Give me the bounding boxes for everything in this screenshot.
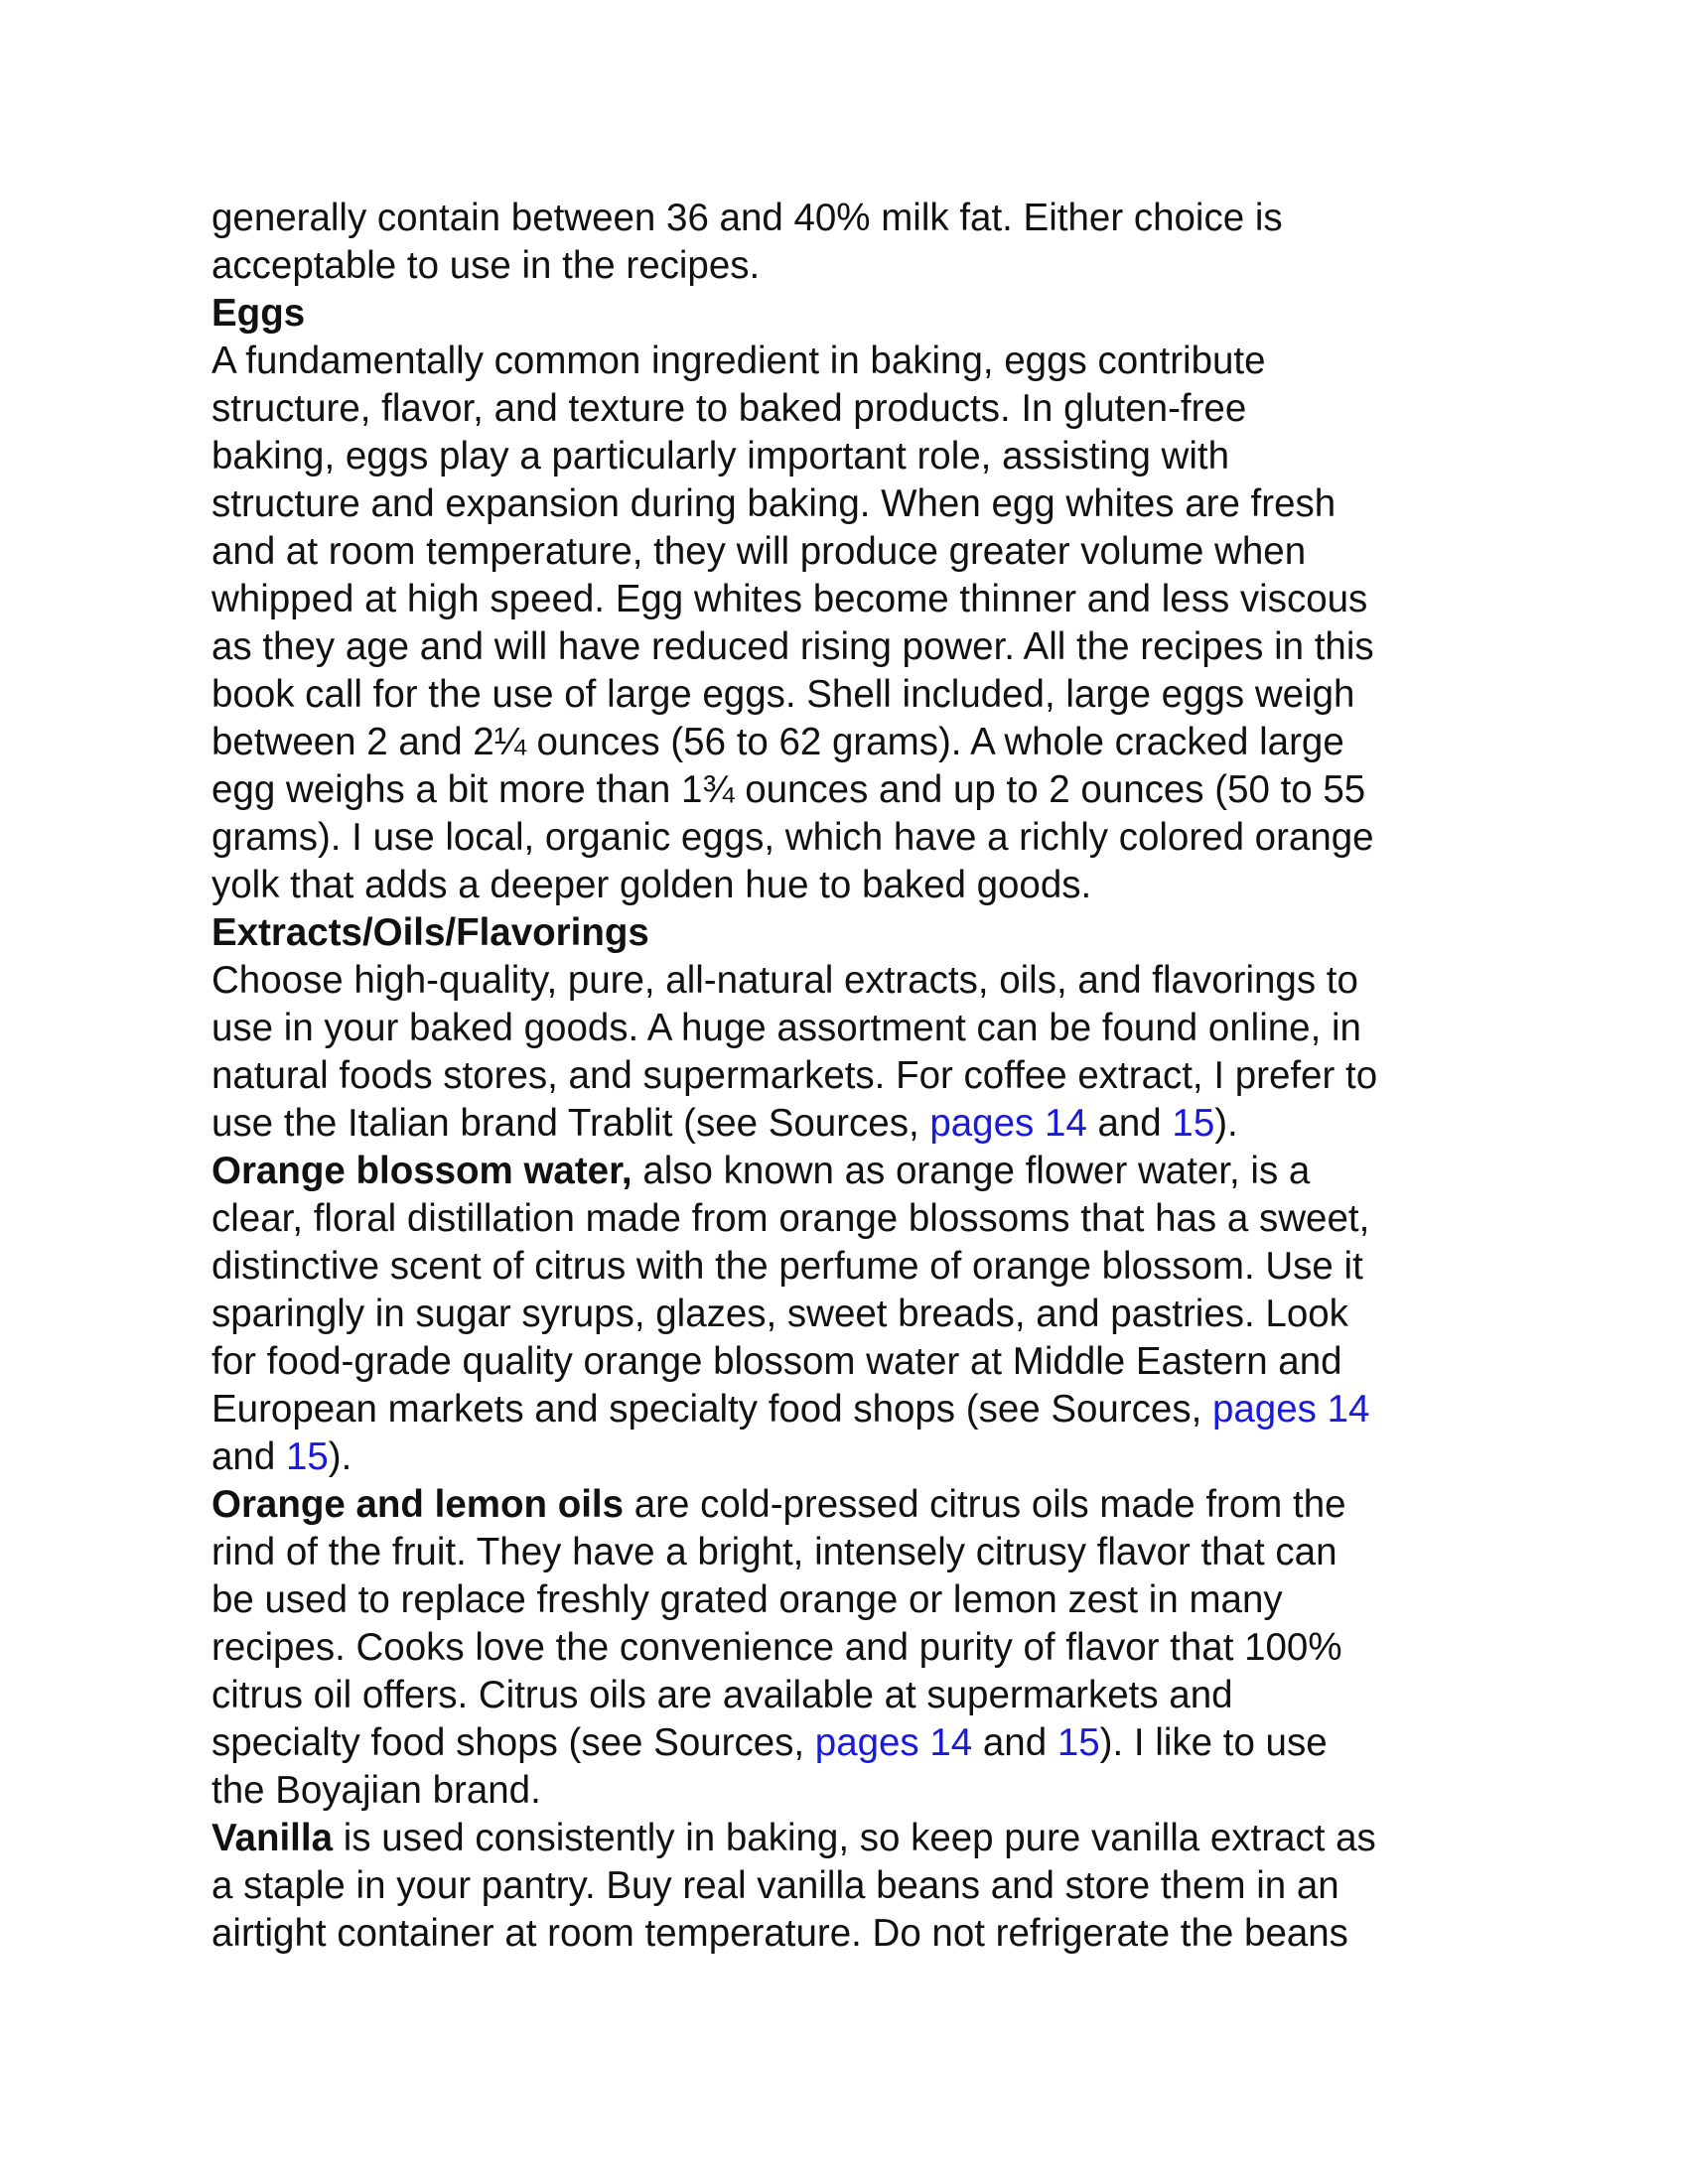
- paragraph-line: A fundamentally common ingredient in baking, eggs contribute: [211, 340, 1266, 382]
- link-pages-14[interactable]: pages 14: [814, 1721, 973, 1764]
- link-page-15[interactable]: 15: [1172, 1102, 1215, 1145]
- text-run: and: [972, 1721, 1057, 1764]
- paragraph-line: structure and expansion during baking. When egg whites are fresh: [211, 482, 1336, 525]
- paragraph-line: [211, 1148, 1502, 1195]
- text-run: ).: [328, 1435, 352, 1478]
- link-pages-14[interactable]: pages 14: [929, 1102, 1087, 1145]
- paragraph-line: [211, 1815, 1502, 1862]
- text-run: are cold-pressed citrus oils made from the: [624, 1483, 1346, 1526]
- text-run: and: [1086, 1102, 1173, 1145]
- text-run: specialty food shops (see Sources,: [211, 1721, 815, 1764]
- paragraph-line: natural foods stores, and supermarkets. For coffee extract, I prefer to: [211, 1054, 1378, 1097]
- link-page-15[interactable]: 15: [1056, 1721, 1100, 1764]
- paragraph-line: distinctive scent of citrus with the perfume of orange blossom. Use it: [211, 1245, 1363, 1288]
- paragraph-line: a staple in your pantry. Buy real vanilla beans and store them in an: [211, 1864, 1339, 1907]
- paragraph-line: use in your baked goods. A huge assortment can be found online, in: [211, 1007, 1361, 1049]
- paragraph-line: be used to replace freshly grated orange or lemon zest in many: [211, 1578, 1283, 1621]
- paragraph-line: between 2 and 2¼ ounces (56 to 62 grams). A whole cracked large: [211, 721, 1344, 763]
- paragraph-line: book call for the use of large eggs. Shell included, large eggs weigh: [211, 673, 1355, 716]
- paragraph-line: and at room temperature, they will produce greater volume when: [211, 530, 1307, 573]
- document-page: [211, 195, 1502, 1958]
- text-run: ).: [1214, 1102, 1238, 1145]
- paragraph-line: sparingly in sugar syrups, glazes, sweet breads, and pastries. Look: [211, 1293, 1348, 1335]
- text-run: is used consistently in baking, so keep pure vanilla extract as: [333, 1817, 1376, 1859]
- paragraph-line: [211, 1386, 1502, 1433]
- text-run: use the Italian brand Trablit (see Sources,: [211, 1102, 930, 1145]
- citrus-oils-paragraph: [211, 1481, 1502, 1815]
- cream-paragraph: [211, 195, 1502, 290]
- text-run: also known as orange flower water, is a: [632, 1150, 1311, 1192]
- paragraph-line: egg weighs a bit more than 1¾ ounces and up to 2 ounces (50 to 55: [211, 768, 1366, 811]
- paragraph-line: clear, floral distillation made from orange blossoms that has a sweet,: [211, 1197, 1370, 1240]
- link-page-15[interactable]: 15: [285, 1435, 329, 1478]
- paragraph-line: [211, 1481, 1502, 1529]
- vanilla-paragraph: [211, 1815, 1502, 1958]
- paragraph-line: airtight container at room temperature. Do not refrigerate the beans: [211, 1912, 1348, 1955]
- paragraph-line: [211, 1719, 1502, 1767]
- citrus-oils-term: Orange and lemon oils: [211, 1483, 625, 1526]
- text-run: and: [211, 1435, 286, 1478]
- paragraph-line: structure, flavor, and texture to baked products. In gluten-free: [211, 387, 1247, 430]
- link-pages-14[interactable]: pages 14: [1211, 1388, 1370, 1431]
- paragraph-line: acceptable to use in the recipes.: [211, 244, 761, 287]
- eggs-section: [211, 290, 1502, 909]
- paragraph-line: generally contain between 36 and 40% milk fat. Either choice is: [211, 197, 1283, 239]
- paragraph-line: recipes. Cooks love the convenience and purity of flavor that 100%: [211, 1626, 1342, 1669]
- vanilla-term: Vanilla: [211, 1817, 333, 1859]
- paragraph-line: baking, eggs play a particularly important role, assisting with: [211, 435, 1230, 478]
- paragraph-line: [211, 1100, 1502, 1148]
- paragraph-line: rind of the fruit. They have a bright, intensely citrusy flavor that can: [211, 1531, 1337, 1573]
- orange-blossom-paragraph: [211, 1148, 1502, 1481]
- paragraph-line: the Boyajian brand.: [211, 1769, 541, 1812]
- paragraph-line: citrus oil offers. Citrus oils are available at supermarkets and: [211, 1674, 1233, 1716]
- paragraph-line: grams). I use local, organic eggs, which have a richly colored orange: [211, 816, 1374, 859]
- paragraph-line: [211, 1433, 1502, 1481]
- orange-blossom-term: Orange blossom water,: [211, 1150, 633, 1192]
- extracts-heading: Extracts/Oils/Flavorings: [211, 911, 649, 954]
- paragraph-line: whipped at high speed. Egg whites become thinner and less viscous: [211, 578, 1368, 620]
- extracts-section: [211, 909, 1502, 1148]
- paragraph-line: for food-grade quality orange blossom water at Middle Eastern and: [211, 1340, 1342, 1383]
- eggs-heading: Eggs: [211, 292, 306, 335]
- paragraph-line: as they age and will have reduced rising power. All the recipes in this: [211, 625, 1374, 668]
- paragraph-line: Choose high-quality, pure, all-natural extracts, oils, and flavorings to: [211, 959, 1358, 1002]
- text-run: European markets and specialty food shops (see Sources,: [211, 1388, 1212, 1431]
- text-run: ). I like to use: [1099, 1721, 1328, 1764]
- paragraph-line: yolk that adds a deeper golden hue to baked goods.: [211, 864, 1092, 906]
